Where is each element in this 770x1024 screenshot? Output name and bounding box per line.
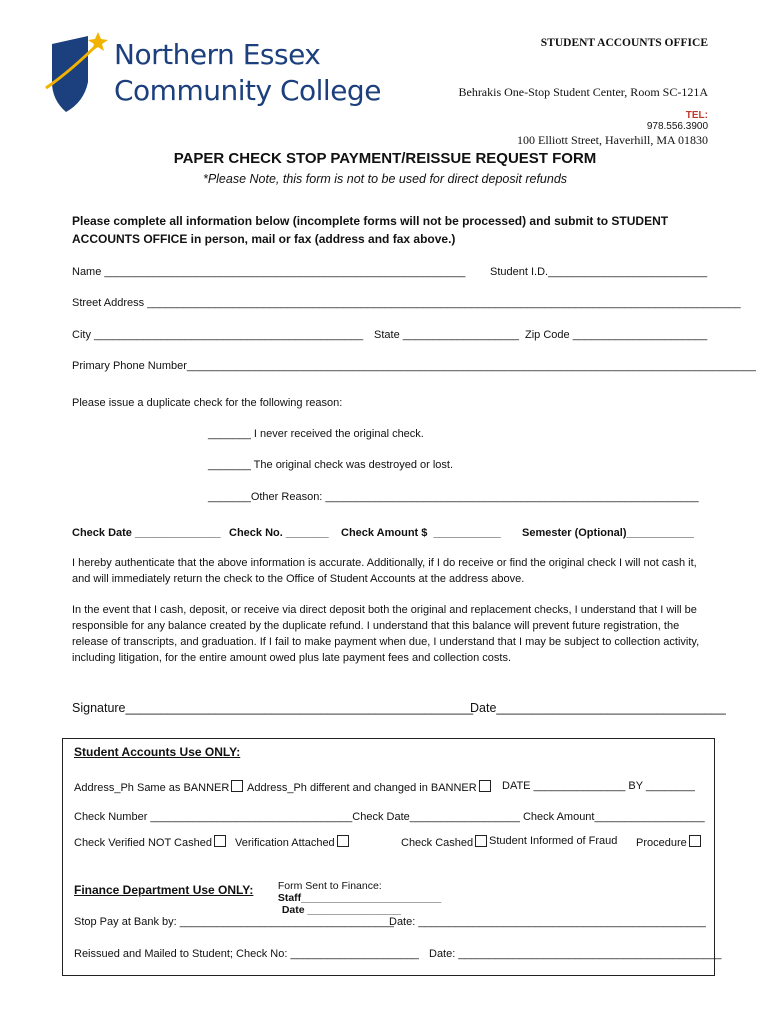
check-cashed-label: Check Cashed bbox=[401, 837, 474, 849]
student-accounts-use-title: Student Accounts Use ONLY: bbox=[74, 745, 241, 759]
semester-field[interactable]: Semester (Optional)___________ bbox=[522, 527, 694, 539]
reissued-field[interactable]: Reissued and Mailed to Student; Check No: _____________________ bbox=[74, 948, 419, 960]
stop-pay-field[interactable]: Stop Pay at Bank by: ___________________________________ bbox=[74, 916, 394, 928]
address-same-label: Address_Ph Same as BANNER bbox=[74, 782, 230, 794]
office-title: STUDENT ACCOUNTS OFFICE bbox=[540, 37, 708, 49]
responsibility-paragraph: In the event that I cash, deposit, or receive via direct deposit both the original and replacement checks, I understand that I will be responsible for any balance created by the duplicate refund. I understand that this balance will prevent future registration, the release of transcripts, and graduation. If I fail to make payment when due, I understand that I may be subject to collection activity, including litigation, for the entire amount owed plus late payment fees and collection costs. bbox=[72, 604, 700, 664]
check-no-field[interactable]: Check No. _______ bbox=[229, 527, 329, 539]
form-sent-row bbox=[272, 868, 441, 916]
date-by-field[interactable]: DATE _______________ BY ________ bbox=[502, 780, 695, 792]
street-address-field[interactable]: Street Address _________________________________________________________________________________________________ bbox=[72, 297, 741, 309]
form-sent-date-field[interactable]: Date ________________ bbox=[281, 904, 401, 916]
form-title: PAPER CHECK STOP PAYMENT/REISSUE REQUEST FORM bbox=[173, 150, 597, 167]
check-number-row[interactable]: Check Number _________________________________Check Date__________________ Check Amount__________________ bbox=[74, 811, 705, 823]
check-verified-label: Check Verified NOT Cashed bbox=[74, 837, 212, 849]
name-field[interactable]: Name ___________________________________________________________ bbox=[72, 266, 466, 278]
reason-intro: Please issue a duplicate check for the following reason: bbox=[72, 397, 343, 409]
form-instructions: Please complete all information below (incomplete forms will not be processed) and submit to STUDENT ACCOUNTS OFFICE in person, mail or fax (address and fax above.) bbox=[72, 214, 669, 246]
check-verified-checkbox[interactable] bbox=[214, 835, 226, 847]
address-different-option[interactable] bbox=[247, 780, 491, 794]
city-field[interactable]: City ____________________________________________ bbox=[72, 329, 364, 341]
zip-code-field[interactable]: Zip Code ______________________ bbox=[525, 329, 708, 341]
address-different-checkbox[interactable] bbox=[479, 780, 491, 792]
signature-field[interactable]: Signature__________________________________________________ bbox=[72, 701, 474, 715]
signature-date-field[interactable]: Date_________________________________ bbox=[470, 701, 726, 715]
reason-destroyed[interactable]: _______ The original check was destroyed or lost. bbox=[208, 459, 453, 471]
state-field[interactable]: State ___________________ bbox=[374, 329, 519, 341]
reissued-date-field[interactable]: Date: ___________________________________________ bbox=[429, 948, 722, 960]
reason-never-received[interactable]: _______ I never received the original check. bbox=[208, 428, 424, 440]
tel-label: TEL: bbox=[685, 110, 708, 121]
tel-value: 978.556.3900 bbox=[646, 121, 708, 132]
logo-text-line1: Northern Essex bbox=[114, 38, 321, 71]
phone-field[interactable]: Primary Phone Number_____________________________________________________________________________________________ bbox=[72, 360, 756, 372]
staff-field[interactable]: Staff________________________ bbox=[277, 892, 442, 904]
finance-use-title: Finance Department Use ONLY: bbox=[74, 883, 254, 897]
verification-attached-label: Verification Attached bbox=[235, 837, 335, 849]
logo-shield-icon bbox=[44, 30, 110, 116]
form-note: *Please Note, this form is not to be used for direct deposit refunds bbox=[202, 172, 568, 186]
check-cashed-option[interactable] bbox=[401, 835, 487, 849]
form-sent-label: Form Sent to Finance: bbox=[277, 880, 382, 892]
procedure-label: Procedure bbox=[636, 837, 687, 849]
check-amount-field[interactable]: Check Amount $ ___________ bbox=[341, 527, 501, 539]
authentication-paragraph: I hereby authenticate that the above information is accurate. Additionally, if I do receive or find the original check I will not cash it, and will immediately return the check to the Office of Student Accounts at the address above. bbox=[72, 557, 697, 585]
check-cashed-checkbox[interactable] bbox=[475, 835, 487, 847]
verification-attached-checkbox[interactable] bbox=[337, 835, 349, 847]
procedure-option[interactable] bbox=[636, 835, 701, 849]
office-use-box bbox=[62, 738, 715, 976]
college-logo bbox=[44, 30, 381, 116]
student-informed-label: Student Informed of Fraud bbox=[489, 835, 618, 847]
address-line1: Behrakis One-Stop Student Center, Room SC-121A bbox=[458, 85, 708, 99]
stop-pay-date-field[interactable]: Date: _______________________________________________ bbox=[389, 916, 706, 928]
reason-other[interactable]: _______Other Reason: _____________________________________________________________ bbox=[208, 491, 699, 503]
address-same-option[interactable] bbox=[74, 780, 243, 794]
procedure-checkbox[interactable] bbox=[689, 835, 701, 847]
address-line2: 100 Elliott Street, Haverhill, MA 01830 bbox=[517, 133, 708, 147]
logo-text-line2: Community College bbox=[114, 74, 381, 107]
student-id-field[interactable]: Student I.D.__________________________ bbox=[490, 266, 708, 278]
address-same-checkbox[interactable] bbox=[231, 780, 243, 792]
check-date-field[interactable]: Check Date ______________ bbox=[72, 527, 221, 539]
office-phone bbox=[641, 99, 708, 132]
check-verified-option[interactable] bbox=[74, 835, 226, 849]
address-different-label: Address_Ph different and changed in BANNER bbox=[247, 782, 477, 794]
verification-attached-option[interactable] bbox=[235, 835, 349, 849]
